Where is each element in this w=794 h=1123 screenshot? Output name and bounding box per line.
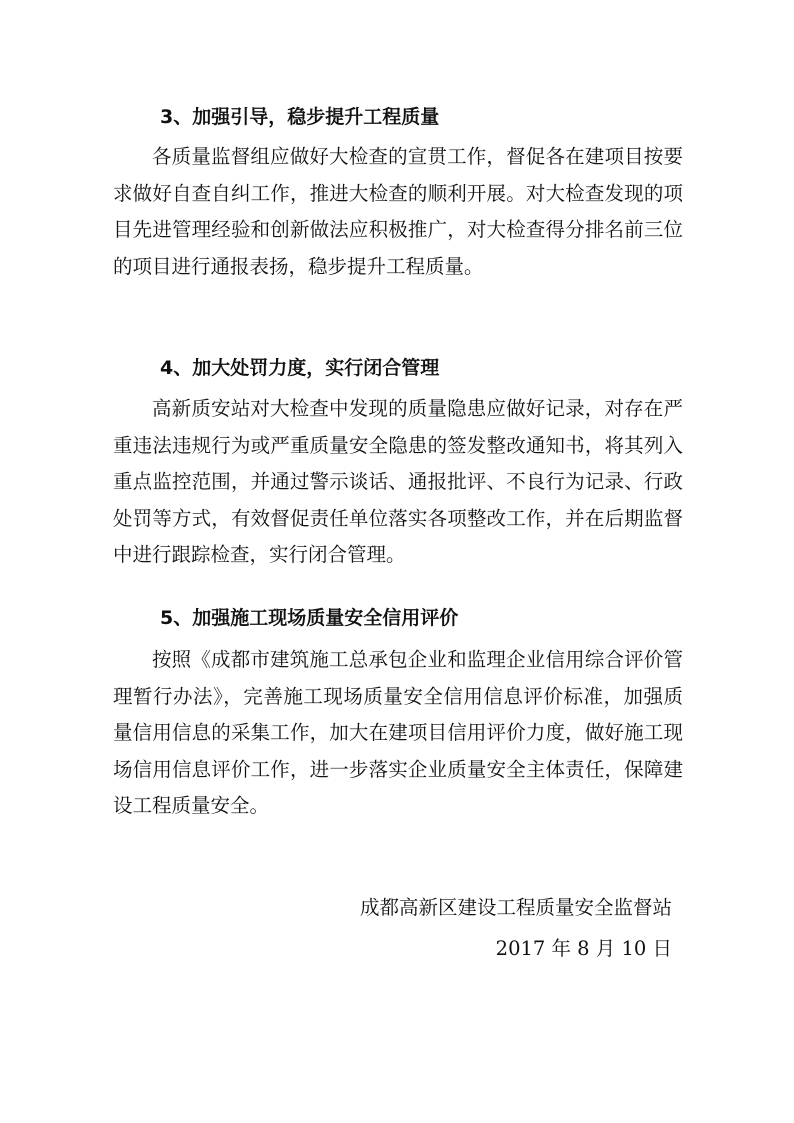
signature-date: 2017 年 8 月 10 日 xyxy=(495,937,672,960)
signature-organization: 成都高新区建设工程质量安全监督站 xyxy=(359,896,672,919)
section-heading-3: 3、加强引导，稳步提升工程质量 xyxy=(160,106,440,128)
section-paragraph-3: 各质量监督组应做好大检查的宣贯工作，督促各在建项目按要求做好自查自纠工作，推进大检查的顺利开展。对大检查发现的项目先进管理经验和创新做法应积极推广，对大检查得分排名前三位的项目进行通报表扬，稳步提升工程质量。 xyxy=(113,145,683,278)
section-heading-4: 4、加大处罚力度，实行闭合管理 xyxy=(160,357,440,379)
section-paragraph-5: 按照《成都市建筑施工总承包企业和监理企业信用综合评价管理暂行办法》，完善施工现场质量安全信用信息评价标准，加强质量信用信息的采集工作，加大在建项目信用评价力度，做好施工现场信用信息评价工作，进一步落实企业质量安全主体责任，保障建设工程质量安全。 xyxy=(113,648,683,817)
section-paragraph-4: 高新质安站对大检查中发现的质量隐患应做好记录，对存在严重违法违规行为或严重质量安全隐患的签发整改通知书，将其列入重点监控范围，并通过警示谈话、通报批评、不良行为记录、行政处罚等方式，有效督促责任单位落实各项整改工作，并在后期监督中进行跟踪检查，实行闭合管理。 xyxy=(113,397,683,566)
section-heading-5: 5、加强施工现场质量安全信用评价 xyxy=(160,607,459,629)
